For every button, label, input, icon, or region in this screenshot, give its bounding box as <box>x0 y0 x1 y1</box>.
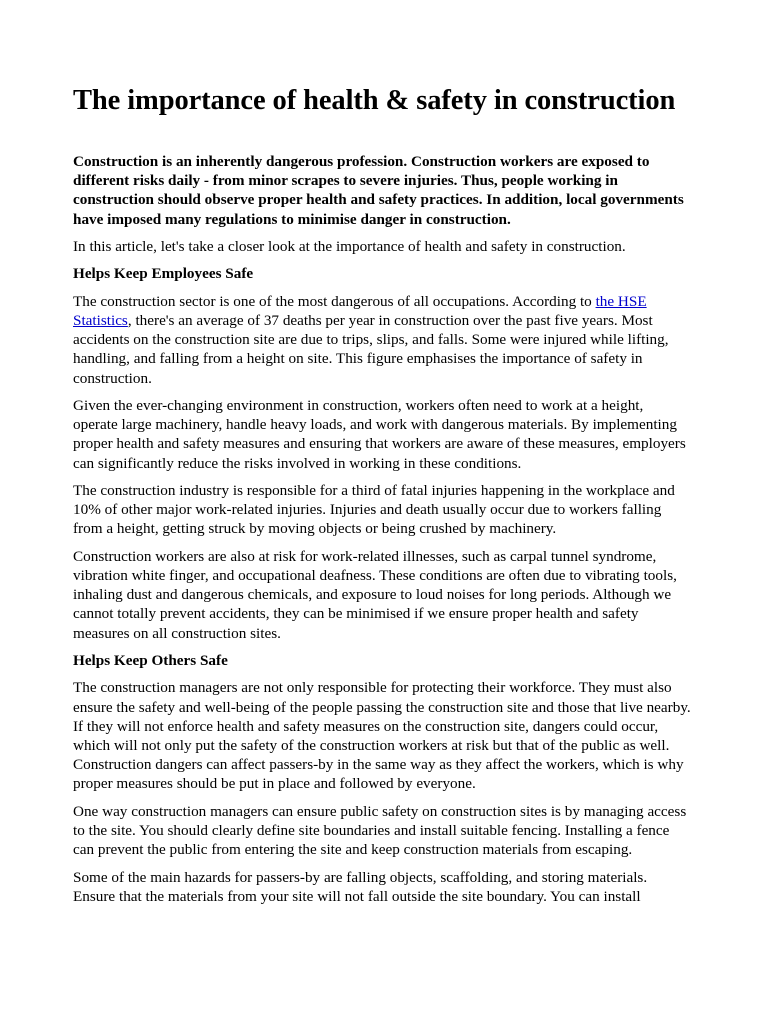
body-paragraph: Construction workers are also at risk for work-related illnesses, such as carpal tunnel syndrome, vibration white finger, and occupational deafness. These conditions are often due to vibrating tools, inhaling dust and dangerous chemicals, and exposure to loud noises for long periods. Although we cannot totally prevent accidents, they can be minimised if we ensure proper health and safety measures on all construction sites. <box>73 547 677 642</box>
body-paragraph-with-link <box>73 292 691 388</box>
body-paragraph: One way construction managers can ensure public safety on construction sites is by managing access to the site. You should clearly define site boundaries and install suitable fencing. Installing a fence can prevent the public from entering the site and keep construction materials from escaping. <box>73 802 687 859</box>
article <box>73 84 691 914</box>
body-paragraph: In this article, let's take a closer look at the importance of health and safety in construction. <box>73 238 626 255</box>
body-paragraph: The construction industry is responsible for a third of fatal injuries happening in the workplace and 10% of other major work-related injuries. Injuries and death usually occur due to workers falling from a height, getting struck by moving objects or being crushed by machinery. <box>73 481 675 538</box>
section-heading-employees: Helps Keep Employees Safe <box>73 265 254 283</box>
text-before-link: The construction sector is one of the most dangerous of all occupations. According to <box>73 292 596 310</box>
body-paragraph: The construction managers are not only responsible for protecting their workforce. They must also ensure the safety and well-being of the people passing the construction site and those that live nearby. If they will not enforce health and safety measures on the construction site, dangers could occur, which will not only put the safety of the construction workers at risk but that of the public as well. Construction dangers can affect passers-by in the same way as they affect the workers, which is why proper measures should be put in place and followed by everyone. <box>73 679 691 793</box>
section-heading-others: Helps Keep Others Safe <box>73 651 228 669</box>
intro-paragraph: Construction is an inherently dangerous profession. Construction workers are exposed to different risks daily - from minor scrapes to severe injuries. Thus, people working in construction should observe proper health and safety practices. In addition, local governments have imposed many regulations to minimise danger in construction. <box>73 153 684 228</box>
body-paragraph: Given the ever-changing environment in construction, workers often need to work at a height, operate large machinery, handle heavy loads, and work with dangerous materials. By implementing proper health and safety measures and ensuring that workers are aware of these measures, employers can significantly reduce the risks involved in working in these conditions. <box>73 396 686 472</box>
hse-statistics-link[interactable]: the HSE Statistics <box>73 292 647 329</box>
text-after-link: , there's an average of 37 deaths per year in construction over the past five years. Most accidents on the construction site are due to trips, slips, and falls. Some were injured while lifting, handling, and falling from a height on site. This figure emphasises the importance of safety in construction. <box>73 311 669 387</box>
page-title: The importance of health & safety in construction <box>73 85 676 116</box>
body-paragraph: Some of the main hazards for passers-by are falling objects, scaffolding, and storing materials. Ensure that the materials from your site will not fall outside the site boundary. You can install <box>73 868 648 905</box>
